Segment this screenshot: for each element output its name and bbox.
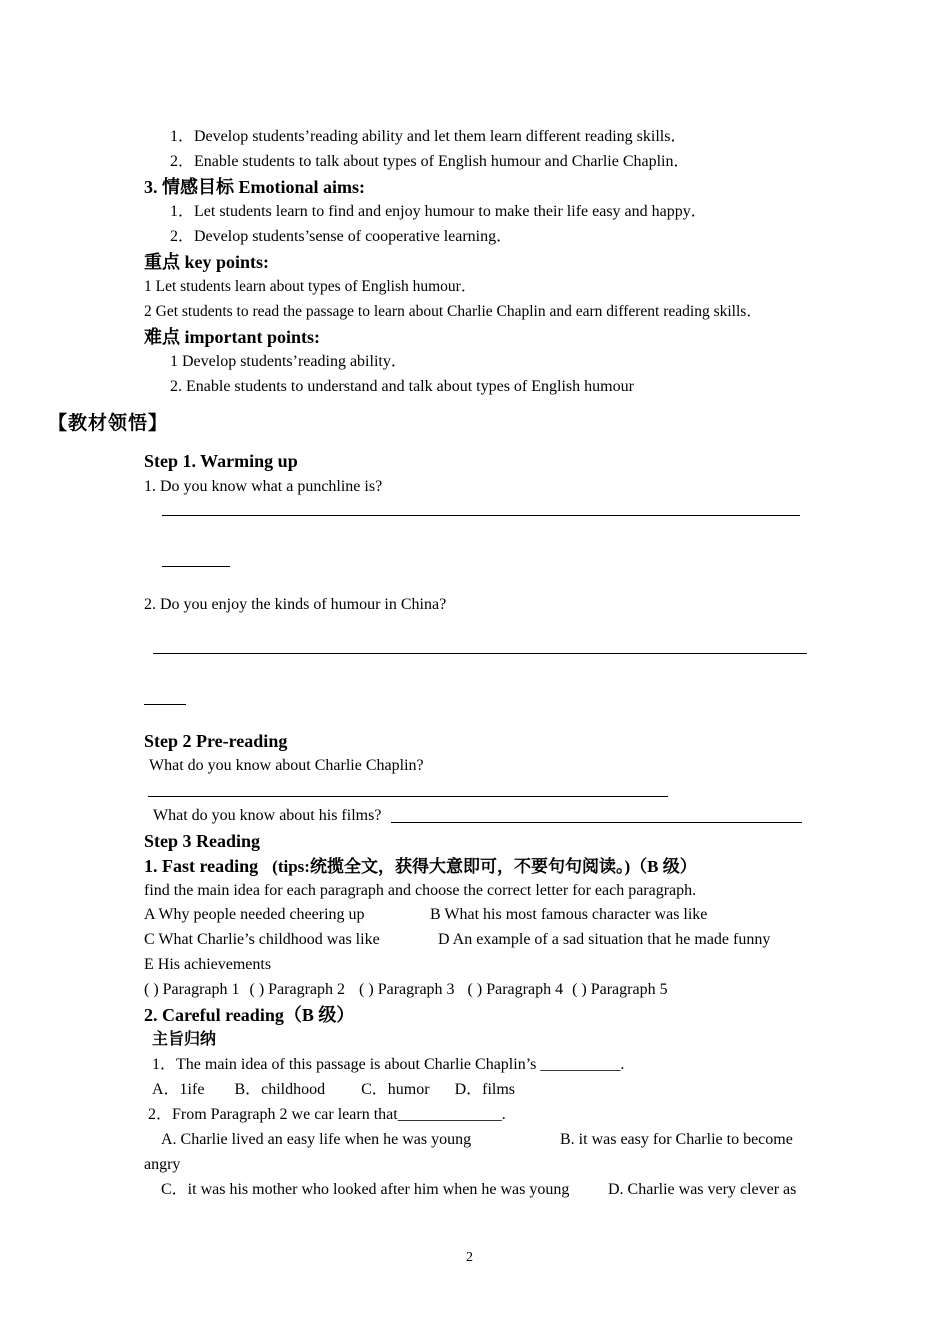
choice-b[interactable]: B．childhood	[234, 1081, 326, 1098]
summary-label: 主旨归纳	[152, 1031, 217, 1048]
question-2-option-b[interactable]: B. it was easy for Charlie to become	[560, 1131, 793, 1148]
paragraph-option-b: B What his most famous character was like	[430, 906, 708, 923]
question-1-options	[152, 1080, 515, 1100]
fast-reading-tips: (tips:统揽全文，获得大意即可，不要句句阅读。)（B 级）	[272, 857, 697, 876]
paragraph-answer[interactable]: ( ) Paragraph 1	[144, 981, 240, 998]
step1-question-2: 2. Do you enjoy the kinds of humour in China?	[144, 596, 447, 613]
key-point-1: 1 Let students learn about types of English humour．	[144, 278, 477, 295]
emotional-aims-heading: 3. 情感目标 Emotional aims:	[144, 177, 366, 197]
choice-c[interactable]: C．humor	[361, 1081, 430, 1098]
step2-question-1: What do you know about Charlie Chaplin?	[149, 757, 424, 774]
key-points-heading: 重点 key points:	[144, 252, 270, 272]
answer-line[interactable]	[391, 822, 802, 823]
paragraph-answer[interactable]: ( ) Paragraph 2	[249, 981, 346, 998]
key-point-2: 2 Get students to read the passage to learn about Charlie Chaplin and earn different reading skills．	[144, 303, 762, 320]
fast-reading-instruction: find the main idea for each paragraph and choose the correct letter for each paragraph.	[144, 882, 697, 899]
fast-reading-line	[144, 856, 697, 878]
emotional-aim-2: 2．Develop students’sense of cooperative learning．	[170, 228, 513, 245]
paragraph-option-a: A Why people needed cheering up	[144, 906, 365, 923]
step1-question-1: 1. Do you know what a punchline is?	[144, 478, 383, 495]
answer-line-continuation[interactable]	[144, 704, 186, 705]
skill-objective-2: 2．Enable students to talk about types of English humour and Charlie Chaplin．	[170, 153, 690, 170]
paragraph-option-c: C What Charlie’s childhood was like	[144, 931, 380, 948]
page-number: 2	[466, 1250, 473, 1265]
skill-objective-1: 1．Develop students’reading ability and let them learn different reading skills．	[170, 128, 687, 145]
step3-heading: Step 3 Reading	[144, 831, 261, 851]
careful-reading-heading: 2. Careful reading（B 级）	[144, 1005, 355, 1025]
fast-reading-heading: 1. Fast reading	[144, 856, 259, 876]
question-2-option-b-continued: angry	[144, 1156, 181, 1173]
paragraph-answer-row	[144, 980, 668, 1000]
important-points-heading: 难点 important points:	[144, 327, 321, 347]
paragraph-option-d: D An example of a sad situation that he made funny	[438, 931, 771, 948]
choice-a[interactable]: A．1ife	[152, 1081, 205, 1098]
answer-line[interactable]	[148, 796, 668, 797]
careful-question-2: 2．From Paragraph 2 we car learn that_____________.	[148, 1106, 506, 1123]
choice-d[interactable]: D．films	[454, 1081, 516, 1098]
important-point-1: 1 Develop students’reading ability．	[170, 353, 407, 370]
paragraph-option-e: E His achievements	[144, 956, 272, 973]
paragraph-answer[interactable]: ( ) Paragraph 5	[572, 981, 668, 998]
important-point-2: 2. Enable students to understand and talk about types of English humour	[170, 378, 634, 395]
section-title: 【教材领悟】	[48, 413, 169, 434]
answer-line-continuation[interactable]	[162, 566, 230, 567]
step2-heading: Step 2 Pre-reading	[144, 731, 288, 751]
emotional-aim-1: 1．Let students learn to find and enjoy humour to make their life easy and happy．	[170, 203, 707, 220]
step2-question-2: What do you know about his films?	[153, 807, 382, 824]
question-2-option-c[interactable]: C．it was his mother who looked after him when he was young	[161, 1181, 570, 1198]
question-2-option-d[interactable]: D. Charlie was very clever as	[608, 1181, 797, 1198]
answer-line[interactable]	[162, 515, 800, 516]
paragraph-answer[interactable]: ( ) Paragraph 3	[359, 981, 455, 998]
paragraph-answer[interactable]: ( ) Paragraph 4	[467, 981, 564, 998]
answer-line[interactable]	[153, 653, 807, 654]
step1-heading: Step 1. Warming up	[144, 451, 298, 471]
question-2-option-a[interactable]: A. Charlie lived an easy life when he was young	[161, 1131, 472, 1148]
careful-question-1: 1．The main idea of this passage is about Charlie Chaplin’s __________.	[152, 1056, 625, 1073]
